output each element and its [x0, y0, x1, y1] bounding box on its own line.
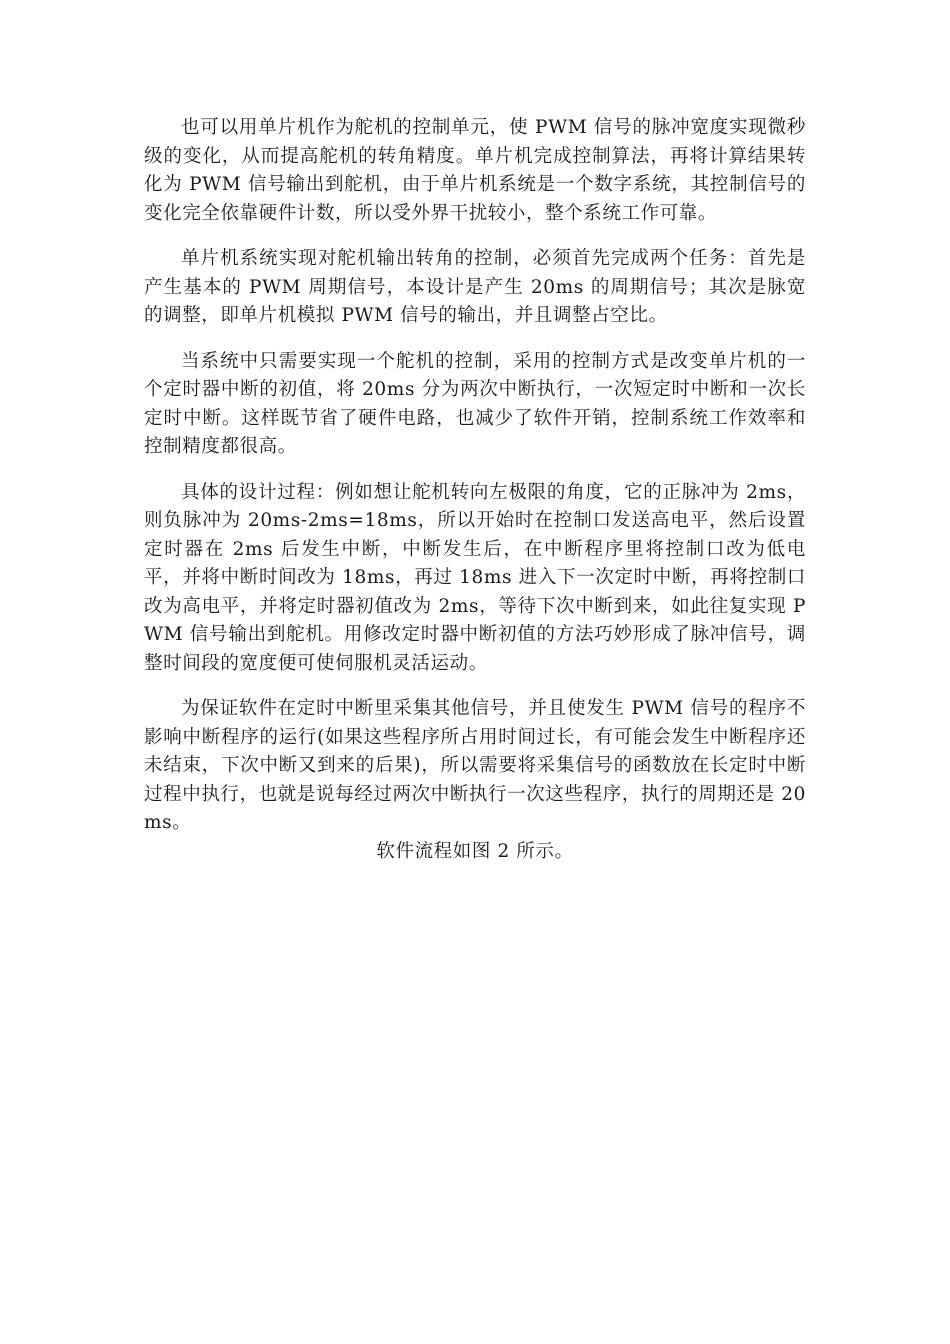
paragraph-3: 当系统中只需要实现一个舵机的控制，采用的控制方式是改变单片机的一个定时器中断的初值，将 20ms 分为两次中断执行，一次短定时中断和一次长定时中断。这样既节省了硬件电路，也减少了软件开销，控制系统工作效率和控制精度都很高。 [144, 350, 806, 457]
figure-reference: 软件流程如图 2 所示。 [376, 840, 574, 862]
paragraph-1: 也可以用单片机作为舵机的控制单元，使 PWM 信号的脉冲宽度实现微秒级的变化，从而提高舵机的转角精度。单片机完成控制算法，再将计算结果转化为 PWM 信号输出到舵机，由于单片机系统是一个数字系统，其控制信号的变化完全依靠硬件计数，所以受外界干扰较小，整个系统工作可靠。 [144, 117, 806, 224]
paragraph-2: 单片机系统实现对舵机输出转角的控制，必须首先完成两个任务：首先是产生基本的 PWM 周期信号，本设计是产生 20ms 的周期信号；其次是脉宽的调整，即单片机模拟 PWM 信号的输出，并且调整占空比。 [144, 248, 806, 326]
paragraph-4: 具体的设计过程：例如想让舵机转向左极限的角度，它的正脉冲为 2ms，则负脉冲为 20ms-2ms=18ms，所以开始时在控制口发送高电平，然后设置定时器在 2ms 后发生中断，中断发生后，在中断程序里将控制口改为低电平，并将中断时间改为 18ms，再过 18ms 进入下一次定时中断，再将控制口改为高电平，并将定时器初值改为 2ms，等待下次中断到来，如此往复实现 PWM 信号输出到舵机。用修改定时器中断初值的方法巧妙形成了脉冲信号，调整时间段的宽度便可使伺服机灵活运动。 [144, 481, 806, 674]
paragraph-5: 为保证软件在定时中断里采集其他信号，并且使发生 PWM 信号的程序不影响中断程序的运行(如果这些程序所占用时间过长，有可能会发生中断程序还未结束，下次中断又到来的后果)，所以需要将采集信号的函数放在长定时中断过程中执行，也就是说每经过两次中断执行一次这些程序，执行的周期还是 20ms。 [144, 698, 806, 833]
text-body [144, 114, 806, 866]
